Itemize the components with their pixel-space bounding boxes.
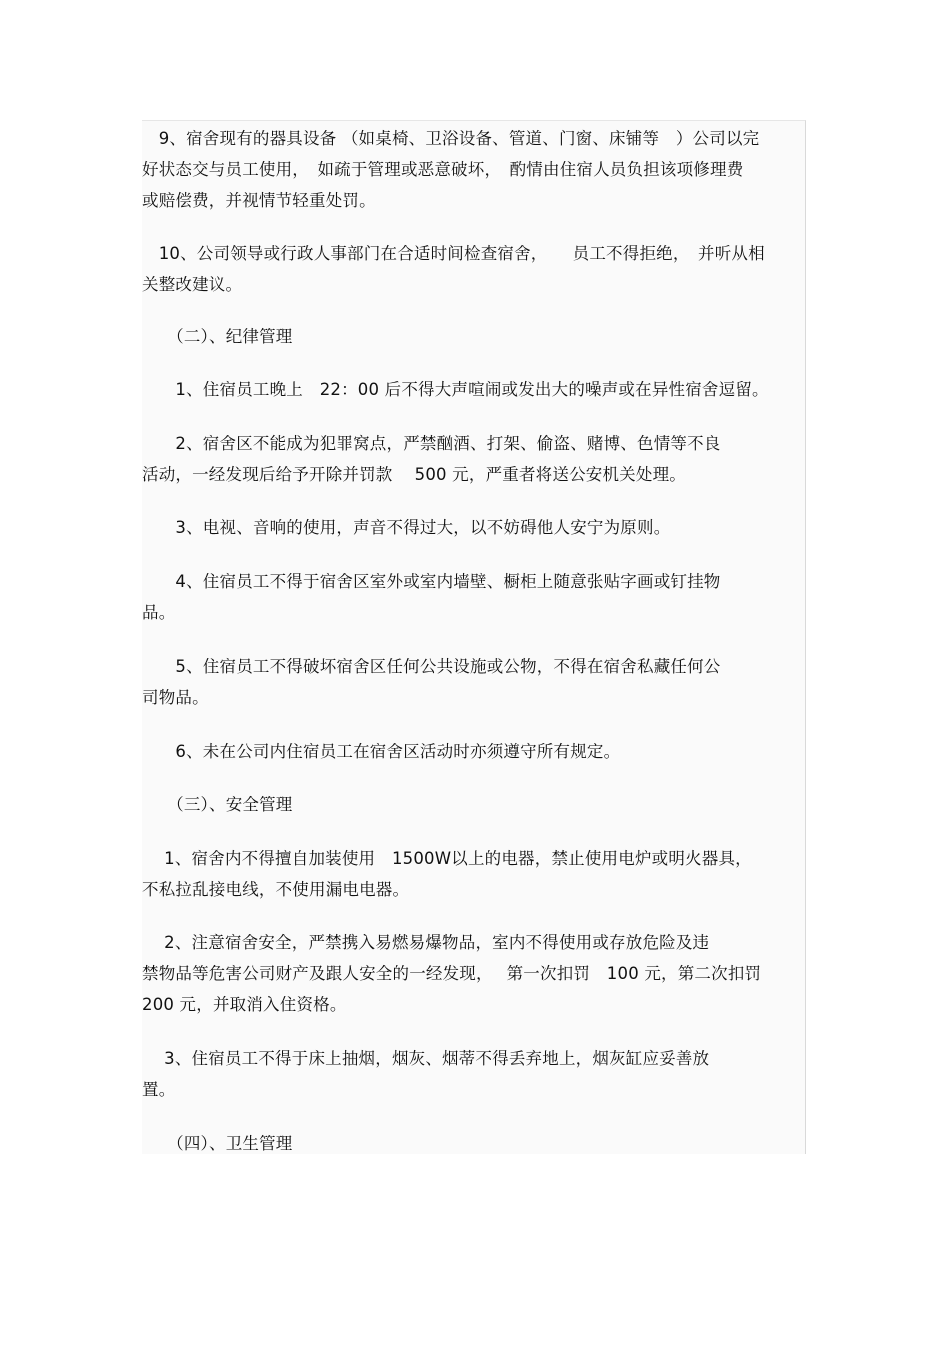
text-line: 6、未在公司内住宿员工在宿舍区活动时亦须遵守所有规定。 xyxy=(142,742,621,761)
safety-item-3 xyxy=(142,1043,806,1105)
text-line: 9、宿舍现有的器具设备 （如桌椅、卫浴设备、管道、门窗、床铺等 ）公司以完 xyxy=(142,129,760,148)
heading-text: （二）、纪律管理 xyxy=(142,327,293,346)
section-heading-hygiene xyxy=(142,1128,806,1154)
discipline-item-2 xyxy=(142,428,806,490)
discipline-item-1 xyxy=(142,374,806,405)
text-line: 10、公司领导或行政人事部门在合适时间检查宿舍， 员工不得拒绝， 并听从相 xyxy=(142,244,765,263)
discipline-item-5 xyxy=(142,651,806,713)
text-line: 或赔偿费，并视情节轻重处罚。 xyxy=(142,191,376,210)
text-line: 1、宿舍内不得擅自加装使用 1500W以上的电器，禁止使用电炉或明火器具， xyxy=(142,849,752,868)
safety-item-1 xyxy=(142,843,806,905)
text-line: 活动，一经发现后给予开除并罚款 500 元，严重者将送公安机关处理。 xyxy=(142,465,686,484)
heading-text: （三）、安全管理 xyxy=(142,795,293,814)
discipline-item-3 xyxy=(142,512,806,543)
text-line: 5、住宿员工不得破坏宿舍区任何公共设施或公物，不得在宿舍私藏任何公 xyxy=(142,657,721,676)
heading-text: （四）、卫生管理 xyxy=(142,1134,293,1153)
text-line: 置。 xyxy=(142,1080,176,1099)
text-line: 3、电视、音响的使用，声音不得过大，以不妨碍他人安宁为原则。 xyxy=(142,518,671,537)
text-line: 禁物品等危害公司财产及跟人安全的一经发现， 第一次扣罚 100 元，第二次扣罚 xyxy=(142,964,762,983)
text-line: 2、注意宿舍安全，严禁携入易燃易爆物品，室内不得使用或存放危险及违 xyxy=(142,933,710,952)
document-page xyxy=(142,120,806,1154)
text-line: 4、住宿员工不得于宿舍区室外或室内墙壁、橱柜上随意张贴字画或钉挂物 xyxy=(142,572,721,591)
text-line: 1、住宿员工晚上 22：00 后不得大声喧闹或发出大的噪声或在异性宿舍逗留。 xyxy=(142,380,769,399)
text-line: 司物品。 xyxy=(142,688,209,707)
text-line: 2、宿舍区不能成为犯罪窝点，严禁酗酒、打架、偷盗、赌博、色情等不良 xyxy=(142,434,721,453)
text-line: 3、住宿员工不得于床上抽烟，烟灰、烟蒂不得丢弃地上，烟灰缸应妥善放 xyxy=(142,1049,710,1068)
safety-item-2 xyxy=(142,927,806,1020)
paragraph-item-9 xyxy=(142,123,806,216)
text-line: 品。 xyxy=(142,603,176,622)
section-heading-safety xyxy=(142,789,806,820)
text-line: 200 元，并取消入住资格。 xyxy=(142,995,347,1014)
section-heading-discipline xyxy=(142,321,806,352)
text-line: 关整改建议。 xyxy=(142,275,243,294)
discipline-item-4 xyxy=(142,566,806,628)
text-line: 好状态交与员工使用， 如疏于管理或恶意破坏， 酌情由住宿人员负担该项修理费 xyxy=(142,160,744,179)
discipline-item-6 xyxy=(142,736,806,767)
paragraph-item-10 xyxy=(142,238,806,300)
text-line: 不私拉乱接电线，不使用漏电电器。 xyxy=(142,880,410,899)
